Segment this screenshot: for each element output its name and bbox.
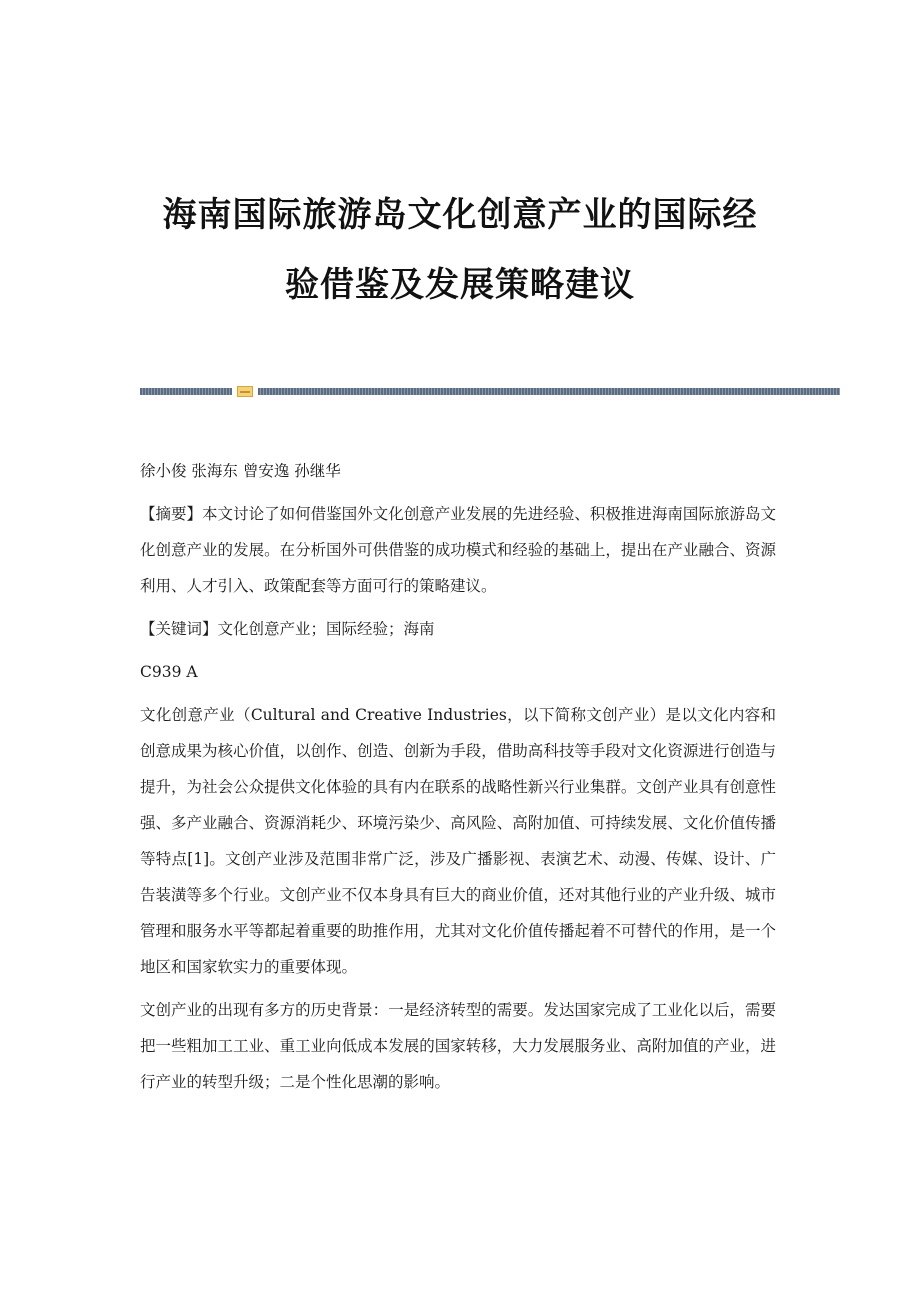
title-line-2: 验借鉴及发展策略建议 <box>285 265 635 305</box>
paper-title <box>100 180 820 320</box>
article-body <box>140 453 776 1107</box>
envelope-icon <box>237 386 253 397</box>
divider-bar-right <box>258 388 840 395</box>
title-divider <box>140 386 840 396</box>
paragraph: 文化创意产业（Cultural and Creative Industries，以下简称文创产业）是以文化内容和创意成果为核心价值，以创作、创造、创新为手段，借助高科技等手段对文化资源进行创造与提升，为社会公众提供文化体验的具有内在联系的战略性新兴行业集群。文创产业具有创意性强、多产业融合、资源消耗少、环境污染少、高风险、高附加值、可持续发展、文化价值传播等特点[1]。文创产业涉及范围非常广泛，涉及广播影视、表演艺术、动漫、传媒、设计、广告装潢等多个行业。文创产业不仅本身具有巨大的商业价值，还对其他行业的产业升级、城市管理和服务水平等都起着重要的助推作用，尤其对文化价值传播起着不可替代的作用，是一个地区和国家软实力的重要体现。 <box>140 706 776 976</box>
paragraph: 文创产业的出现有多方的历史背景：一是经济转型的需要。发达国家完成了工业化以后，需要把一些粗加工工业、重工业向低成本发展的国家转移，大力发展服务业、高附加值的产业，进行产业的转型升级；二是个性化思潮的影响。 <box>140 1001 776 1091</box>
author-list: 徐小俊 张海东 曾安逸 孙继华 <box>140 462 341 480</box>
keywords: 【关键词】文化创意产业；国际经验；海南 <box>140 620 435 638</box>
classification-code: C939 A <box>140 663 198 681</box>
abstract: 【摘要】本文讨论了如何借鉴国外文化创意产业发展的先进经验、积极推进海南国际旅游岛文化创意产业的发展。在分析国外可供借鉴的成功模式和经验的基础上，提出在产业融合、资源利用、人才引入、政策配套等方面可行的策略建议。 <box>140 505 776 595</box>
divider-bar-left <box>140 388 232 395</box>
title-line-1: 海南国际旅游岛文化创意产业的国际经 <box>162 195 758 235</box>
